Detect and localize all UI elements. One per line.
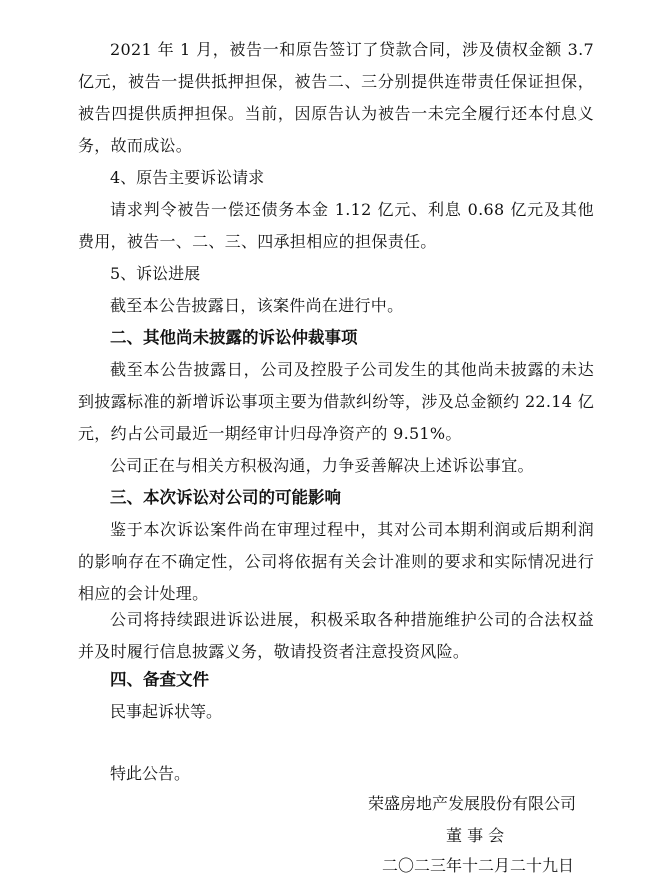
signature-board: 董 事 会: [446, 826, 505, 845]
closing-statement: 特此公告。: [110, 764, 191, 783]
section-5-title: 5、诉讼进展: [110, 264, 201, 283]
possible-impact-body-1: 鉴于本次诉讼案件尚在审理过程中，其对公司本期利润或后期利润的影响存在不确定性，公司将依据有关会计准则的要求和实际情况进行相应的会计处理。: [78, 520, 594, 603]
case-background-paragraph: 2021 年 1 月，被告一和原告签订了贷款合同，涉及债权金额 3.7 亿元，被告一提供抵押担保，被告二、三分别提供连带责任保证担保，被告四提供质押担保。当前，因原告认为被告一未完全履行还本付息义务，故而成讼。: [78, 40, 594, 155]
section-5-body: 截至本公告披露日，该案件尚在进行中。: [110, 296, 404, 315]
other-litigation-body-2: 公司正在与相关方积极沟通，力争妥善解决上述诉讼事宜。: [110, 456, 534, 475]
other-litigation-body-1: 截至本公告披露日，公司及控股子公司发生的其他尚未披露的未达到披露标准的新增诉讼事项主要为借款纠纷等，涉及总金额约 22.14 亿元，约占公司最近一期经审计归母净资产的 9.51%。: [78, 360, 594, 443]
signature-company: 荣盛房地产发展股份有限公司: [368, 794, 577, 813]
section-4-title: 4、原告主要诉讼请求: [110, 168, 265, 187]
reference-documents-body: 民事起诉状等。: [110, 702, 223, 721]
heading-possible-impact: 三、本次诉讼对公司的可能影响: [110, 488, 341, 507]
section-4-body: 请求判令被告一偿还债务本金 1.12 亿元、利息 0.68 亿元及其他费用，被告一、二、三、四承担相应的担保责任。: [78, 200, 594, 251]
possible-impact-body-2: 公司将持续跟进诉讼进展，积极采取各种措施维护公司的合法权益并及时履行信息披露义务，敬请投资者注意投资风险。: [78, 610, 594, 661]
heading-reference-documents: 四、备查文件: [110, 670, 209, 689]
signature-date: 二〇二三年十二月二十九日: [382, 856, 575, 875]
heading-other-litigation: 二、其他尚未披露的诉讼仲裁事项: [110, 328, 358, 347]
